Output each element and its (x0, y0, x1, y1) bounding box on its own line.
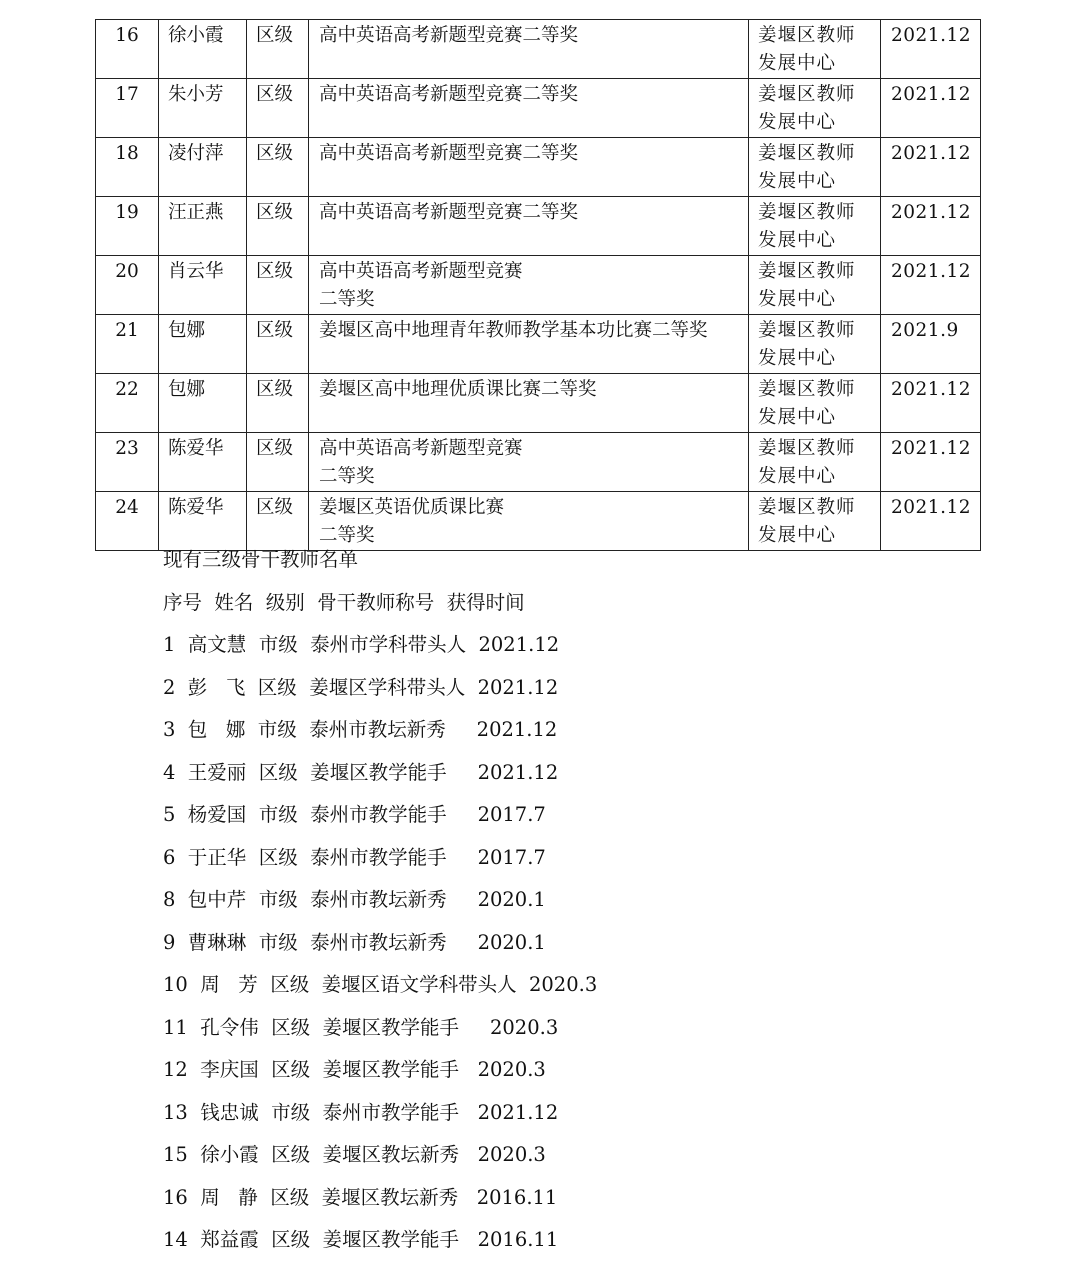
cell-level: 区级 (247, 256, 309, 315)
cell-number: 17 (96, 79, 159, 138)
cell-organization: 姜堰区教师发展中心 (749, 197, 881, 256)
cell-organization: 姜堰区教师发展中心 (749, 256, 881, 315)
cell-award: 高中英语高考新题型竞赛 二等奖 (309, 433, 749, 492)
cell-number: 21 (96, 315, 159, 374)
cell-level: 区级 (247, 79, 309, 138)
cell-award: 高中英语高考新题型竞赛 二等奖 (309, 256, 749, 315)
cell-award: 姜堰区英语优质课比赛 二等奖 (309, 492, 749, 551)
cell-award: 姜堰区高中地理优质课比赛二等奖 (309, 374, 749, 433)
cell-award: 高中英语高考新题型竞赛二等奖 (309, 79, 749, 138)
cell-name: 汪正燕 (159, 197, 247, 256)
list-header: 序号 姓名 级别 骨干教师称号 获得时间 (163, 590, 525, 614)
cell-level: 区级 (247, 374, 309, 433)
cell-organization: 姜堰区教师发展中心 (749, 20, 881, 79)
list-item: 2 彭 飞 区级 姜堰区学科带头人 2021.12 (163, 675, 559, 699)
cell-organization: 姜堰区教师发展中心 (749, 138, 881, 197)
cell-organization: 姜堰区教师发展中心 (749, 79, 881, 138)
cell-name: 包娜 (159, 374, 247, 433)
list-item: 15 徐小霞 区级 姜堰区教坛新秀 2020.3 (163, 1143, 546, 1166)
cell-date: 2021.12 (881, 138, 981, 197)
list-item: 13 钱忠诚 市级 泰州市教学能手 2021.12 (163, 1100, 559, 1124)
cell-number: 22 (96, 374, 159, 433)
cell-number: 16 (96, 20, 159, 79)
list-item: 4 王爱丽 区级 姜堰区教学能手 2021.12 (163, 760, 559, 784)
cell-date: 2021.12 (881, 20, 981, 79)
list-item: 12 李庆国 区级 姜堰区教学能手 2020.3 (163, 1058, 546, 1081)
table-row (96, 256, 981, 315)
list-item: 11 孔令伟 区级 姜堰区教学能手 2020.3 (163, 1015, 559, 1039)
section-title: 现有三级骨干教师名单 (163, 548, 359, 571)
cell-number: 19 (96, 197, 159, 256)
cell-date: 2021.12 (881, 492, 981, 551)
cell-award: 高中英语高考新题型竞赛二等奖 (309, 20, 749, 79)
cell-name: 包娜 (159, 315, 247, 374)
cell-level: 区级 (247, 492, 309, 551)
cell-date: 2021.12 (881, 256, 981, 315)
cell-award: 高中英语高考新题型竞赛二等奖 (309, 197, 749, 256)
cell-date: 2021.12 (881, 374, 981, 433)
list-item: 9 曹琳琳 市级 泰州市教坛新秀 2020.1 (163, 930, 546, 954)
cell-name: 陈爱华 (159, 433, 247, 492)
list-item: 10 周 芳 区级 姜堰区语文学科带头人 2020.3 (163, 973, 598, 996)
table-row (96, 20, 981, 79)
cell-date: 2021.12 (881, 433, 981, 492)
cell-number: 20 (96, 256, 159, 315)
cell-date: 2021.12 (881, 197, 981, 256)
cell-date: 2021.9 (881, 315, 981, 374)
cell-level: 区级 (247, 433, 309, 492)
cell-number: 18 (96, 138, 159, 197)
cell-organization: 姜堰区教师发展中心 (749, 433, 881, 492)
list-item: 14 郑益霞 区级 姜堰区教学能手 2016.11 (163, 1228, 559, 1251)
cell-level: 区级 (247, 315, 309, 374)
cell-name: 朱小芳 (159, 79, 247, 138)
cell-organization: 姜堰区教师发展中心 (749, 374, 881, 433)
table-row (96, 315, 981, 374)
cell-organization: 姜堰区教师发展中心 (749, 315, 881, 374)
table-row (96, 433, 981, 492)
table-row (96, 197, 981, 256)
cell-name: 徐小霞 (159, 20, 247, 79)
list-item: 3 包 娜 市级 泰州市教坛新秀 2021.12 (163, 718, 558, 741)
cell-level: 区级 (247, 20, 309, 79)
cell-organization: 姜堰区教师发展中心 (749, 492, 881, 551)
list-item: 1 高文慧 市级 泰州市学科带头人 2021.12 (163, 633, 560, 656)
cell-name: 凌付萍 (159, 138, 247, 197)
cell-name: 陈爱华 (159, 492, 247, 551)
cell-name: 肖云华 (159, 256, 247, 315)
list-item: 8 包中芹 市级 泰州市教坛新秀 2020.1 (163, 888, 546, 911)
list-item: 6 于正华 区级 泰州市教学能手 2017.7 (163, 845, 546, 869)
cell-award: 高中英语高考新题型竞赛二等奖 (309, 138, 749, 197)
table-row (96, 374, 981, 433)
cell-award: 姜堰区高中地理青年教师教学基本功比赛二等奖 (309, 315, 749, 374)
cell-number: 23 (96, 433, 159, 492)
cell-number: 24 (96, 492, 159, 551)
cell-level: 区级 (247, 138, 309, 197)
cell-level: 区级 (247, 197, 309, 256)
table-row (96, 79, 981, 138)
award-table (95, 19, 981, 551)
backbone-teacher-section (163, 539, 1043, 1262)
list-item: 5 杨爱国 市级 泰州市教学能手 2017.7 (163, 803, 546, 826)
list-item: 16 周 静 区级 姜堰区教坛新秀 2016.11 (163, 1185, 558, 1209)
cell-date: 2021.12 (881, 79, 981, 138)
table-row (96, 138, 981, 197)
